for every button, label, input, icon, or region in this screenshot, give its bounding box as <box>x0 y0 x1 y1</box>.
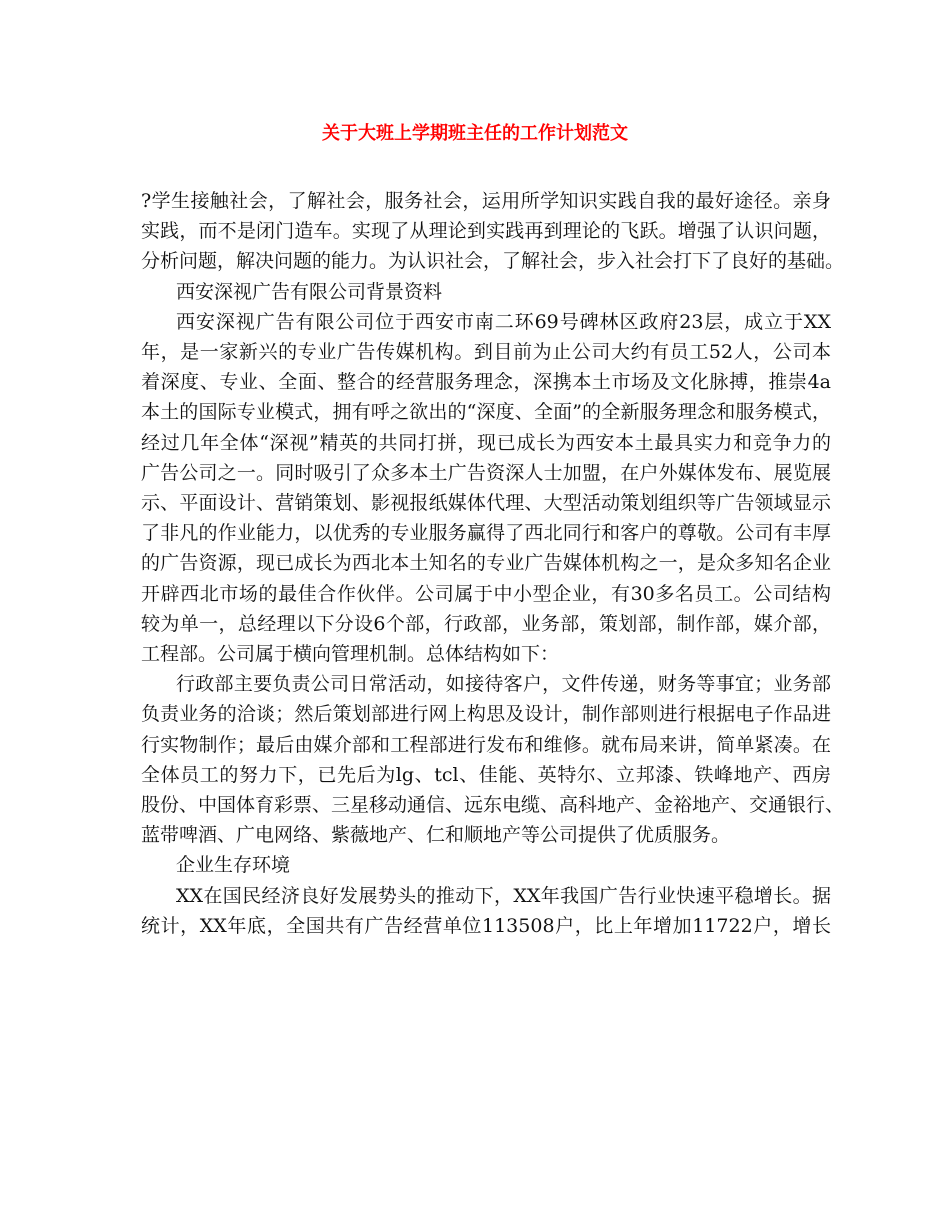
body-text-line: 负责业务的洽谈；然后策划部进行网上构思及设计，制作部则进行根据电子作品进 <box>141 703 831 726</box>
body-text-line: 全体员工的努力下，已先后为lg、tcl、佳能、英特尔、立邦漆、铁峰地产、西房 <box>141 763 831 786</box>
body-text-line: 工程部。公司属于横向管理机制。总体结构如下： <box>141 643 560 665</box>
document-title: 关于大班上学期班主任的工作计划范文 <box>322 123 628 144</box>
body-text-line: 分析问题，解决问题的能力。为认识社会，了解社会，步入社会打下了良好的基础。 <box>141 250 845 273</box>
body-text-line: 的广告资源，现已成长为西北本土知名的专业广告媒体机构之一，是众多知名企业 <box>141 552 831 575</box>
body-text-line: 较为单一，总经理以下分设6个部，行政部，业务部，策划部，制作部，媒介部， <box>141 612 831 635</box>
body-text-line: 西安深视广告有限公司位于西安市南二环69号碑林区政府23层，成立于XX <box>176 310 831 333</box>
body-text-line: 西安深视广告有限公司背景资料 <box>176 280 443 303</box>
body-text-line: 行实物制作；最后由媒介部和工程部进行发布和维修。就布局来讲，简单紧凑。在 <box>141 733 831 756</box>
body-text-line: 经过几年全体“深视”精英的共同打拼，现已成长为西安本土最具实力和竞争力的 <box>141 431 831 454</box>
body-text-line: 着深度、专业、全面、整合的经营服务理念，深携本土市场及文化脉搏，推崇4a <box>141 371 831 394</box>
body-text-line: 蓝带啤酒、广电网络、紫薇地产、仁和顺地产等公司提供了优质服务。 <box>141 824 731 847</box>
body-text-line: 了非凡的作业能力，以优秀的专业服务赢得了西北同行和客户的尊敬。公司有丰厚 <box>141 522 831 545</box>
body-text-line: 广告公司之一。同时吸引了众多本土广告资深人士加盟，在户外媒体发布、展览展 <box>141 461 831 484</box>
body-text-line: 行政部主要负责公司日常活动，如接待客户，文件传递，财务等事宜；业务部 <box>176 673 831 696</box>
body-text-line: 企业生存环境 <box>176 854 291 877</box>
body-text-line: 年，是一家新兴的专业广告传媒机构。到目前为止公司大约有员工52人，公司本 <box>141 341 831 363</box>
body-text-line: 统计，XX年底，全国共有广告经营单位113508户，比上年增加11722户，增长 <box>141 914 831 937</box>
body-text-line: XX在国民经济良好发展势头的推动下，XX年我国广告行业快速平稳增长。据 <box>176 884 831 907</box>
body-text-line: 实践，而不是闭门造车。实现了从理论到实践再到理论的飞跃。增强了认识问题， <box>141 220 831 243</box>
body-text-line: 开辟西北市场的最佳合作伙伴。公司属于中小型企业，有30多名员工。公司结构 <box>141 582 831 605</box>
body-text-line: 本土的国际专业模式，拥有呼之欲出的“深度、全面”的全新服务理念和服务模式， <box>141 401 831 424</box>
body-text-line: ?学生接触社会，了解社会，服务社会，运用所学知识实践自我的最好途径。亲身 <box>141 190 831 212</box>
body-text-line: 示、平面设计、营销策划、影视报纸媒体代理、大型活动策划组织等广告领域显示 <box>141 492 831 514</box>
body-text-line: 股份、中国体育彩票、三星移动通信、远东电缆、高科地产、金裕地产、交通银行、 <box>141 794 845 816</box>
